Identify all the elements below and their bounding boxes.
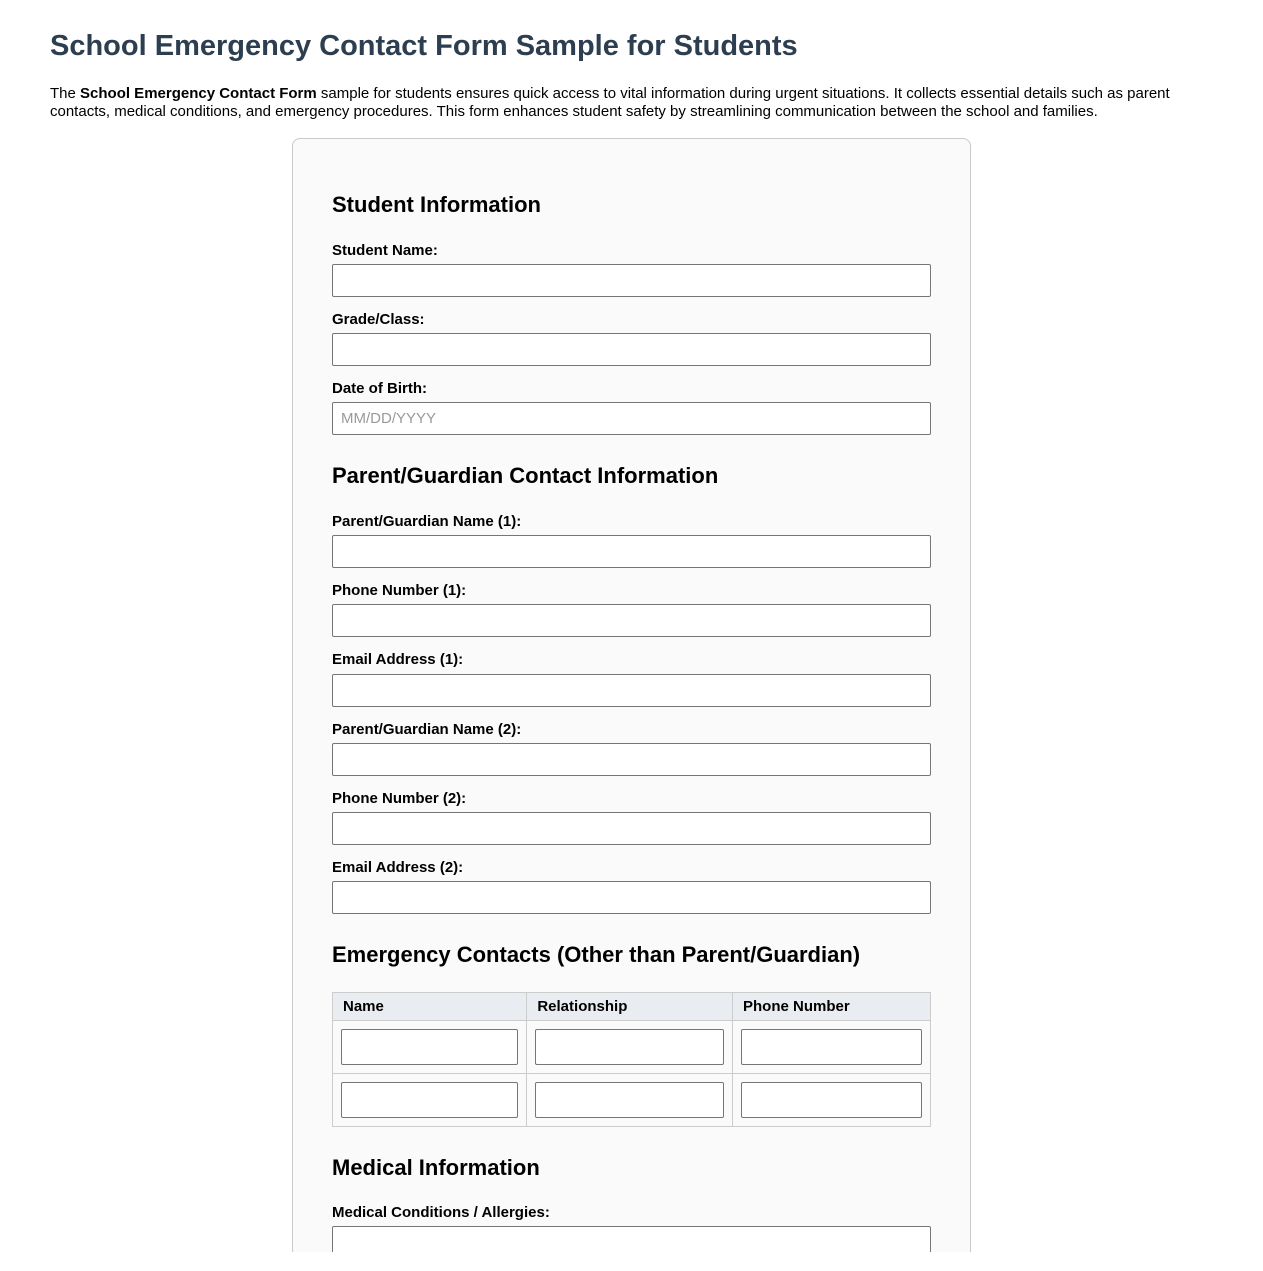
field-medical-conditions — [332, 1204, 931, 1252]
emergency-contact-1-name-input[interactable] — [341, 1029, 518, 1065]
field-email-address-2 — [332, 859, 931, 914]
field-parent-guardian-name-1 — [332, 513, 931, 568]
field-grade-class — [332, 311, 931, 366]
phone-number-2-input[interactable] — [332, 812, 931, 845]
date-of-birth-input[interactable] — [332, 402, 931, 435]
emergency-contacts-table — [332, 992, 931, 1127]
intro-text-bold: School Emergency Contact Form — [80, 85, 317, 103]
student-name-input[interactable] — [332, 264, 931, 297]
field-phone-number-1 — [332, 582, 931, 637]
emergency-contact-2-relationship-input[interactable] — [535, 1082, 724, 1118]
date-of-birth-label: Date of Birth: — [332, 380, 427, 398]
parent-guardian-name-1-label: Parent/Guardian Name (1): — [332, 512, 522, 530]
section-heading-parent-guardian-contact: Parent/Guardian Contact Information — [332, 463, 719, 489]
medical-conditions-label: Medical Conditions / Allergies: — [332, 1204, 550, 1222]
emergency-contact-1-relationship-input[interactable] — [535, 1029, 724, 1065]
email-address-2-label: Email Address (2): — [332, 859, 464, 877]
parent-guardian-name-1-input[interactable] — [332, 535, 931, 568]
page — [0, 30, 1263, 1252]
table-header-relationship: Relationship — [527, 992, 733, 1020]
page-title: School Emergency Contact Form Sample for Students — [50, 30, 798, 62]
phone-number-1-input[interactable] — [332, 604, 931, 637]
grade-class-label: Grade/Class: — [332, 310, 425, 328]
section-heading-student-information: Student Information — [332, 192, 541, 218]
phone-number-2-label: Phone Number (2): — [332, 789, 467, 807]
emergency-contact-2-name-input[interactable] — [341, 1082, 518, 1118]
email-address-1-label: Email Address (1): — [332, 651, 464, 669]
table-header-phone-number: Phone Number — [733, 992, 931, 1020]
parent-guardian-name-2-input[interactable] — [332, 743, 931, 776]
medical-conditions-input[interactable] — [332, 1226, 931, 1252]
email-address-1-input[interactable] — [332, 674, 931, 707]
intro-text-rest: sample for students ensures quick access to vital information during urgent situations. It collects essential details such as parent contacts, medical conditions, and emergency procedures. This form enhances student safety by streamlining communication between the school and families. — [50, 85, 1170, 120]
field-parent-guardian-name-2 — [332, 721, 931, 776]
emergency-contact-2-phone-input[interactable] — [741, 1082, 922, 1118]
field-date-of-birth — [332, 380, 931, 435]
intro-text-prefix: The — [50, 85, 81, 103]
emergency-contact-1-phone-input[interactable] — [741, 1029, 922, 1065]
table-row — [333, 1020, 931, 1073]
table-header-name: Name — [333, 992, 527, 1020]
student-name-label: Student Name: — [332, 241, 438, 259]
section-heading-emergency-contacts: Emergency Contacts (Other than Parent/Guardian) — [332, 942, 861, 968]
intro-paragraph — [50, 85, 1213, 120]
field-phone-number-2 — [332, 790, 931, 845]
form-card — [292, 138, 971, 1252]
table-row — [333, 1073, 931, 1126]
section-heading-medical-information: Medical Information — [332, 1154, 540, 1180]
email-address-2-input[interactable] — [332, 881, 931, 914]
grade-class-input[interactable] — [332, 333, 931, 366]
field-student-name — [332, 242, 931, 297]
field-email-address-1 — [332, 651, 931, 706]
table-header-row — [333, 992, 931, 1020]
phone-number-1-label: Phone Number (1): — [332, 582, 467, 600]
parent-guardian-name-2-label: Parent/Guardian Name (2): — [332, 720, 522, 738]
